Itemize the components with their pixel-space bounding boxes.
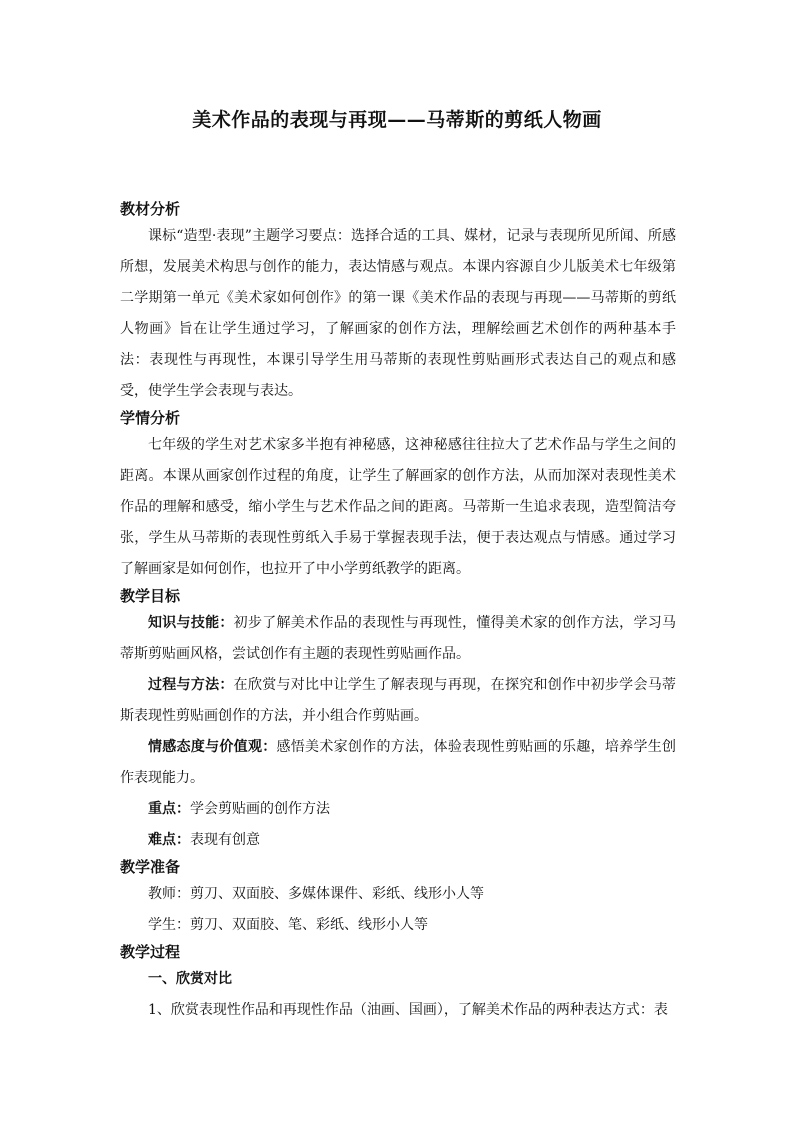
goal-key-point — [120, 794, 676, 825]
heading-teaching-preparation: 教学准备 — [120, 858, 181, 876]
goal-process-text: 在欣赏与对比中让学生了解表现与再现，在探究和创作中初步学会马蒂斯表现性剪贴画创作的方法，并小组合作剪贴画。 — [120, 677, 677, 724]
paragraph-textbook-analysis: 课标“造型·表现”主题学习要点：选择合适的工具、媒材，记录与表现所见所闻、所感所想，发展美术构思与创作的能力，表达情感与观点。本课内容源自少儿版美术七年级第二学期第一单元《美术家如何创作》的第一课《美术作品的表现与再现——马蒂斯的剪纸人物画》旨在让学生通过学习，了解画家的创作方法，理解绘画艺术创作的两种基本手法：表现性与再现性，本课引导学生用马蒂斯的表现性剪贴画形式表达自己的观点和感受，使学生学会表现与表达。 — [120, 228, 676, 399]
goal-process-label: 过程与方法： — [148, 677, 234, 693]
goal-difficulty — [120, 825, 676, 856]
goal-emotion — [120, 732, 676, 794]
goal-difficulty-text: 表现有创意 — [190, 832, 260, 848]
process-step-1-item-1: 1、欣赏表现性作品和再现性作品（油画、国画），了解美术作品的两种表达方式：表 — [148, 1002, 668, 1018]
heading-teaching-process: 教学过程 — [120, 943, 181, 961]
document-body — [120, 198, 676, 1026]
goal-emotion-label: 情感态度与价值观： — [148, 739, 277, 755]
paragraph-student-analysis: 七年级的学生对艺术家多半抱有神秘感，这神秘感往往拉大了艺术作品与学生之间的距离。本课从画家创作过程的角度，让学生了解画家的创作方法，从而加深对表现性美术作品的理解和感受，缩小学生与艺术作品之间的距离。马蒂斯一生追求表现，造型简洁夸张，学生从马蒂斯的表现性剪纸入手易于掌握表现手法，便于表达观点与情感。通过学习了解画家是如何创作，也拉开了中小学剪纸教学的距离。 — [120, 437, 676, 577]
goal-emotion-text: 感悟美术家创作的方法，体验表现性剪贴画的乐趣，培养学生创作表现能力。 — [120, 739, 676, 786]
heading-textbook-analysis: 教材分析 — [120, 200, 181, 218]
goal-key-text: 学会剪贴画的创作方法 — [190, 801, 330, 817]
document-title: 美术作品的表现与再现——马蒂斯的剪纸人物画 — [192, 109, 602, 131]
goal-knowledge — [120, 608, 676, 670]
goal-key-label: 重点： — [148, 801, 190, 817]
preparation-student: 学生：剪刀、双面胶、笔、彩纸、线形小人等 — [148, 917, 428, 933]
process-step-1-title: 一、欣赏对比 — [148, 971, 232, 987]
goal-difficulty-label: 难点： — [148, 832, 190, 848]
goal-knowledge-label: 知识与技能： — [148, 615, 234, 631]
goal-knowledge-text: 初步了解美术作品的表现性与再现性，懂得美术家的创作方法，学习马蒂斯剪贴画风格，尝试创作有主题的表现性剪贴画作品。 — [120, 615, 677, 662]
goal-process — [120, 670, 676, 732]
heading-teaching-goals: 教学目标 — [120, 587, 181, 605]
heading-student-analysis: 学情分析 — [120, 409, 181, 427]
preparation-teacher: 教师：剪刀、双面胶、多媒体课件、彩纸、线形小人等 — [148, 886, 484, 902]
